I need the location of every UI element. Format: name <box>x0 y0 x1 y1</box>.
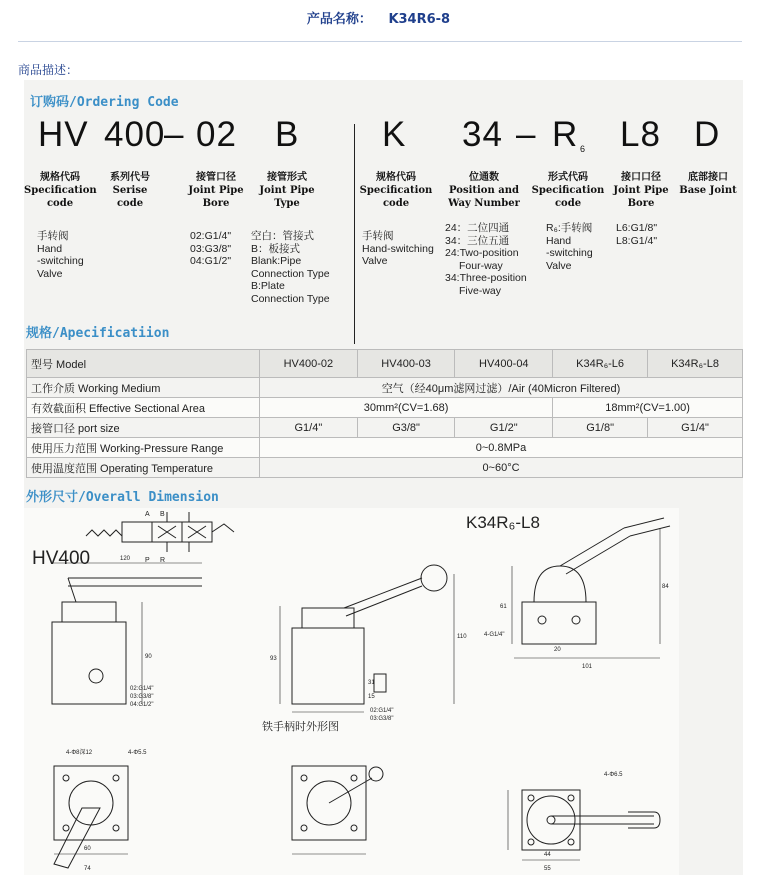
spec-section-title: 规格/Apecificatiion <box>26 326 170 341</box>
dim-text: 4-Φ5.5 <box>128 750 147 756</box>
code-d: D <box>694 115 721 154</box>
table-row <box>27 378 743 398</box>
dim-text: 90 <box>145 654 152 660</box>
col-port-bore: 接口口径 Joint Pipe Bore <box>613 172 669 209</box>
table-row <box>27 398 743 418</box>
dim-text: 55 <box>544 866 551 872</box>
symbol-a: A <box>145 511 150 518</box>
table-row <box>27 458 743 478</box>
col-values-pipe-type: 空白：管接式 B：板接式 Blank:Pipe Connection Type B:Plate Connection Type <box>251 230 330 305</box>
col-joint-pipe-bore: 接管口径 Joint Pipe Bore <box>188 172 244 209</box>
dim-text: 84 <box>662 584 669 590</box>
dim-text: 74 <box>84 866 91 872</box>
dim-text: 60 <box>84 846 91 852</box>
table-cell: G1/4" <box>260 418 358 438</box>
col-series-code: 系列代号 Serise code <box>110 172 150 209</box>
dim-text: 20 <box>554 647 561 653</box>
k34-bottom-view <box>508 790 660 860</box>
product-label: 产品名称： <box>306 12 372 27</box>
code-dash-2: – <box>516 115 537 154</box>
hv400-side-view <box>52 563 202 704</box>
dim-text: 110 <box>457 634 467 640</box>
col-spec-code-2: 规格代码 Specification code <box>359 172 433 209</box>
label-hv400: HV400 <box>32 548 91 569</box>
table-cell: 18mm²(CV=1.00) <box>553 398 743 418</box>
port-note: 02:G1/4" <box>130 686 154 692</box>
code-r: R <box>552 115 579 154</box>
table-header-cell: K34R₆-L6 <box>553 350 648 378</box>
code-b: B <box>275 115 300 154</box>
catalog-image <box>24 80 743 875</box>
table-cell: G1/2" <box>455 418 553 438</box>
code-r-subscript: 6 <box>580 144 586 154</box>
dimension-svg <box>24 508 679 875</box>
code-l8: L8 <box>620 115 661 154</box>
dimension-drawing <box>24 508 679 875</box>
table-cell: G1/4" <box>648 418 743 438</box>
hv400-bottom-view-2 <box>292 766 383 854</box>
code-dash-1: – <box>164 115 185 154</box>
dim-text: 4-Φ6.5 <box>604 772 623 778</box>
table-header-cell: HV400-02 <box>260 350 358 378</box>
code-400: 400 <box>104 115 166 154</box>
dim-text: 101 <box>582 664 593 670</box>
ordering-section-title: 订购码/Ordering Code <box>30 95 179 110</box>
col-values-position-way: 24：二位四通 34：三位五通 24:Two-position Four-way 34:Three-position Five-way <box>445 222 527 297</box>
col-base-joint: 底部接口 Base Joint <box>679 172 737 196</box>
port-note: 03:G3/8" <box>130 694 154 700</box>
col-position-way: 位通数 Position and Way Number <box>448 172 520 209</box>
col-values-bore: 02:G1/4" 03:G3/8" 04:G1/2" <box>190 230 232 267</box>
table-cell: G1/8" <box>553 418 648 438</box>
table-cell: 0~0.8MPa <box>260 438 743 458</box>
product-name: K34R6-8 <box>388 12 451 27</box>
col-values-hand-switch-2: 手转阀 Hand-switching Valve <box>362 230 434 267</box>
symbol-p: P <box>145 557 150 564</box>
description-label: 商品描述： <box>18 63 79 77</box>
dim-text: 15 <box>368 694 375 700</box>
table-cell: 0~60°C <box>260 458 743 478</box>
col-form-code: 形式代码 Specification code <box>531 172 605 209</box>
product-title <box>0 8 757 27</box>
table-cell: G3/8" <box>357 418 455 438</box>
col-joint-pipe-type: 接管形式 Joint Pipe Type <box>259 172 315 209</box>
port-note: 02:G1/4" <box>370 708 394 714</box>
dim-text: 61 <box>500 604 507 610</box>
symbol-r: R <box>160 557 166 564</box>
col-values-form-code: R₆:手转阀 Hand -switching Valve <box>546 222 593 272</box>
table-row-label: 有效截面积 Effective Sectional Area <box>27 398 260 418</box>
symbol-b: B <box>160 511 165 518</box>
k34-side-view <box>512 518 670 658</box>
table-cell: 空气（经40μm滤网过滤）/Air (40Micron Filtered) <box>260 378 743 398</box>
code-02: 02 <box>196 115 237 154</box>
table-header-row <box>27 350 743 378</box>
table-row-label: 工作介质 Working Medium <box>27 378 260 398</box>
col-values-hand-switch-1: 手转阀 Hand -switching Valve <box>37 230 84 280</box>
table-row <box>27 438 743 458</box>
code-hv: HV <box>38 115 89 154</box>
dim-text: 4-G1/4" <box>484 632 505 638</box>
port-note: 04:G1/2" <box>130 702 154 708</box>
col-spec-code-1: 规格代码 Specification code <box>24 172 97 209</box>
hv400-bottom-view-1 <box>54 766 128 868</box>
table-row-label: 使用温度范围 Operating Temperature <box>27 458 260 478</box>
table-header-cell: HV400-03 <box>357 350 455 378</box>
dimension-section-title: 外形尺寸/Overall Dimension <box>26 490 219 505</box>
hv400-front-view <box>280 565 454 712</box>
table-header-cell: K34R₆-L8 <box>648 350 743 378</box>
code-k: K <box>382 115 407 154</box>
spec-table <box>26 349 743 478</box>
label-k34: K34R₆-L8 <box>466 513 540 532</box>
code-separator <box>354 124 355 344</box>
code-34: 34 <box>462 115 503 154</box>
table-row <box>27 418 743 438</box>
dim-text: 93 <box>270 656 277 662</box>
label-iron-handle: 铁手柄时外形图 <box>262 721 339 733</box>
port-note: 03:G3/8" <box>370 716 394 722</box>
table-header-cell: HV400-04 <box>455 350 553 378</box>
table-header-cell: 型号 Model <box>27 350 260 378</box>
dim-text: 31 <box>368 680 375 686</box>
divider <box>18 41 742 42</box>
table-cell: 30mm²(CV=1.68) <box>260 398 553 418</box>
table-row-label: 接管口径 port size <box>27 418 260 438</box>
dim-text: 120 <box>120 556 131 562</box>
dim-text: 4-Φ8深12 <box>66 750 93 756</box>
col-values-port-bore: L6:G1/8" L8:G1/4" <box>616 222 658 247</box>
valve-symbol <box>86 512 234 552</box>
table-row-label: 使用压力范围 Working-Pressure Range <box>27 438 260 458</box>
dim-text: 44 <box>544 852 551 858</box>
